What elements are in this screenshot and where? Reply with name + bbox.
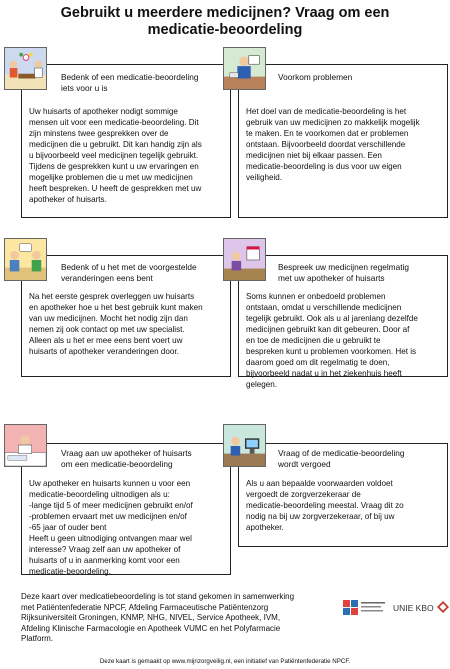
- card-body-line: -lange tijd 5 of meer medicijnen gebruikt en/of: [29, 501, 193, 510]
- card-heading: [61, 72, 203, 94]
- card-body-line: mensen uit voor een medicatie-beoordeling. Dit: [29, 118, 199, 127]
- card-body-line: Als u aan bepaalde voorwaarden voldoet: [246, 479, 393, 488]
- card-body-line: gebruik van uw medicijnen zo makkelijk mogelijk: [246, 118, 420, 127]
- card-heading-line: Bedenk of u het met de voorgestelde: [61, 262, 197, 272]
- computer-illustration-icon: [223, 424, 266, 467]
- card-body-line: Soms kunnen er onbedoeld problemen: [246, 292, 386, 301]
- card-body-line: ontstaan, omdat u verschillende medicijnen: [246, 303, 402, 312]
- card-body-line: tegelijk gebruikt. Ook als u al jarenlang dezelfde: [246, 314, 418, 323]
- card-body-line: Uw apotheker en huisarts kunnen u voor een: [29, 479, 191, 488]
- card-body: [29, 291, 225, 357]
- card-body-line: -problemen ervaart met uw medicijnen en/of: [29, 512, 187, 521]
- card-body-line: medicatie-beoordeling uitnodigen als u:: [29, 490, 170, 499]
- source-note: Deze kaart is gemaakt op www.mijnzorgveilig.nl, een initiatief van Patiëntenfederatie NPCF.: [99, 658, 351, 665]
- card-heading-line: Bedenk of een medicatie-beoordeling: [61, 72, 199, 82]
- page-title-line-2: medicatie-beoordeling: [147, 22, 303, 38]
- card-body-line: ontstaan. Bijvoorbeeld doordat verschillende: [246, 140, 406, 149]
- card-heading-line: Voorkom problemen: [278, 72, 353, 82]
- card-body-line: apotheker of huisarts.: [29, 195, 107, 204]
- conversation-illustration-icon: [4, 238, 47, 281]
- card-body-line: te maken. En te voorkomen dat er problemen: [246, 129, 409, 138]
- card-body-line: nemen zij ook contact op met uw specialist.: [29, 325, 185, 334]
- card-body-line: en toe de medicijnen die u gebruikt te: [246, 336, 381, 345]
- card-body: [246, 291, 442, 390]
- card-body: [246, 478, 442, 533]
- card-body-line: interesse? Vraag zelf aan uw apotheker of: [29, 545, 181, 554]
- card-body-line: Tijdens de gesprekken kunt u uw ervaringen en: [29, 162, 199, 171]
- card-body: [246, 106, 442, 183]
- card-body-line: Uw huisarts of apotheker nodigt sommige: [29, 107, 178, 116]
- card-heading-line: iets voor u is: [61, 83, 108, 93]
- card-body-line: -65 jaar of ouder bent: [29, 523, 107, 532]
- footer-line: Rijksuniversiteit Groningen, KNMP, NHG, NIVEL, Service Apotheek, IVM,: [21, 613, 281, 622]
- card-heading: [278, 262, 420, 284]
- card-body: [29, 106, 225, 205]
- card-body-line: vergoedt de zorgverzekeraar de: [246, 490, 361, 499]
- footer-line: Deze kaart over medicatiebeoordeling is tot stand gekomen in samenwerking: [21, 592, 295, 601]
- footer-line: Afdeling Klinische Farmacologie en Apotheek VUMC en het Polyfarmacie: [21, 623, 281, 633]
- card-body-line: gelegen.: [246, 380, 278, 389]
- card-heading-line: Bespreek uw medicijnen regelmatig: [278, 262, 409, 272]
- card-heading-line: om een medicatie-beoordeling: [61, 459, 173, 469]
- card-body-line: medicatie-beoordeling is dus voor uw eigen: [246, 162, 402, 171]
- calendar-illustration-icon: [223, 238, 266, 281]
- card-heading: [278, 72, 420, 83]
- card-body-line: zijn minstens twee gesprekken over de: [29, 129, 169, 138]
- doctor-at-desk-icon: [223, 47, 266, 90]
- card-body-line: mogelijke problemen die u met uw medicijnen: [29, 173, 193, 182]
- card-heading-line: Vraag aan uw apotheker of huisarts: [61, 448, 192, 458]
- pharmacy-counter-icon: [4, 424, 47, 467]
- card-body-line: u bijvoorbeeld veel medicijnen tegelijk gebruikt.: [29, 151, 199, 160]
- page-title: [0, 5, 450, 39]
- page-title-line-1: Gebruikt u meerdere medicijnen? Vraag om een: [60, 5, 390, 21]
- card-body-line: medicijnen die u gebruikt. Dit kan handig zijn als: [29, 140, 202, 149]
- unie-kbo-logo: [393, 599, 449, 615]
- card-body-line: Het doel van de medicatie-beoordeling is het: [246, 107, 407, 116]
- card-vergoeding: [238, 443, 448, 547]
- card-heading-line: Vraag of de medicatie-beoordeling: [278, 448, 405, 458]
- card-body-line: van uw medicijnen. Mocht het nodig zijn dan: [29, 314, 188, 323]
- card-heading: [61, 448, 203, 470]
- footer-line: Platform.: [21, 634, 54, 643]
- card-body-line: bijvoorbeeld nadat u in het ziekenhuis heeft: [246, 369, 402, 378]
- card-body-line: en apotheker hoe u het best gebruik kunt maken: [29, 303, 203, 312]
- card-body-line: Heeft u geen uitnodiging ontvangen maar wel: [29, 534, 192, 543]
- unie-kbo-logo-text: UNIE KBO: [393, 603, 434, 613]
- card-body-line: huisarts of apotheker veranderingen door.: [29, 347, 179, 356]
- card-body: [29, 478, 225, 577]
- card-body-line: veiligheid.: [246, 173, 282, 182]
- card-bespreek-regelmatig: [238, 255, 448, 389]
- card-bedenk-beoordeling: [21, 64, 231, 218]
- card-body-line: medicijnen niet bij elkaar passen. Een: [246, 151, 382, 160]
- card-body-line: medicatie-beoordeling.: [29, 567, 111, 576]
- npcf-logo: [343, 599, 387, 617]
- card-body-line: medicijnen gebruikt kan dit gebeuren. Door af: [246, 325, 410, 334]
- card-heading-line: veranderingen eens bent: [61, 273, 153, 283]
- footer-line: met Patiëntenfederatie NPCF, Afdeling Farmaceutische Patiëntenzorg: [21, 602, 269, 612]
- card-heading: [61, 262, 203, 284]
- card-heading-line: met uw apotheker of huisarts: [278, 273, 385, 283]
- card-body-line: heeft bespreken. U heeft de gesprekken met uw: [29, 184, 202, 193]
- card-heading: [278, 448, 420, 470]
- card-body-line: medicatie-beoordeling meestal. Vraag dit zo: [246, 501, 404, 510]
- card-veranderingen: [21, 255, 231, 377]
- card-body-line: bespreken kunt u problemen voorkomen. Het is: [246, 347, 417, 356]
- card-body-line: Na het eerste gesprek overleggen uw huisarts: [29, 292, 195, 301]
- card-body-line: nodig na bij uw zorgverzekeraar, of bij uw: [246, 512, 395, 521]
- card-body-line: daarom goed om dit regelmatig te doen,: [246, 358, 390, 367]
- card-vraag-beoordeling: [21, 443, 231, 575]
- footer-text: [21, 592, 336, 645]
- consultation-illustration-icon: [4, 47, 47, 90]
- card-body-line: apotheker.: [246, 523, 284, 532]
- card-body-line: huisarts of u in aanmerking komt voor een: [29, 556, 180, 565]
- card-heading-line: wordt vergoed: [278, 459, 331, 469]
- card-body-line: Alleen als u het er mee eens bent voert uw: [29, 336, 183, 345]
- card-voorkom-problemen: [238, 64, 448, 218]
